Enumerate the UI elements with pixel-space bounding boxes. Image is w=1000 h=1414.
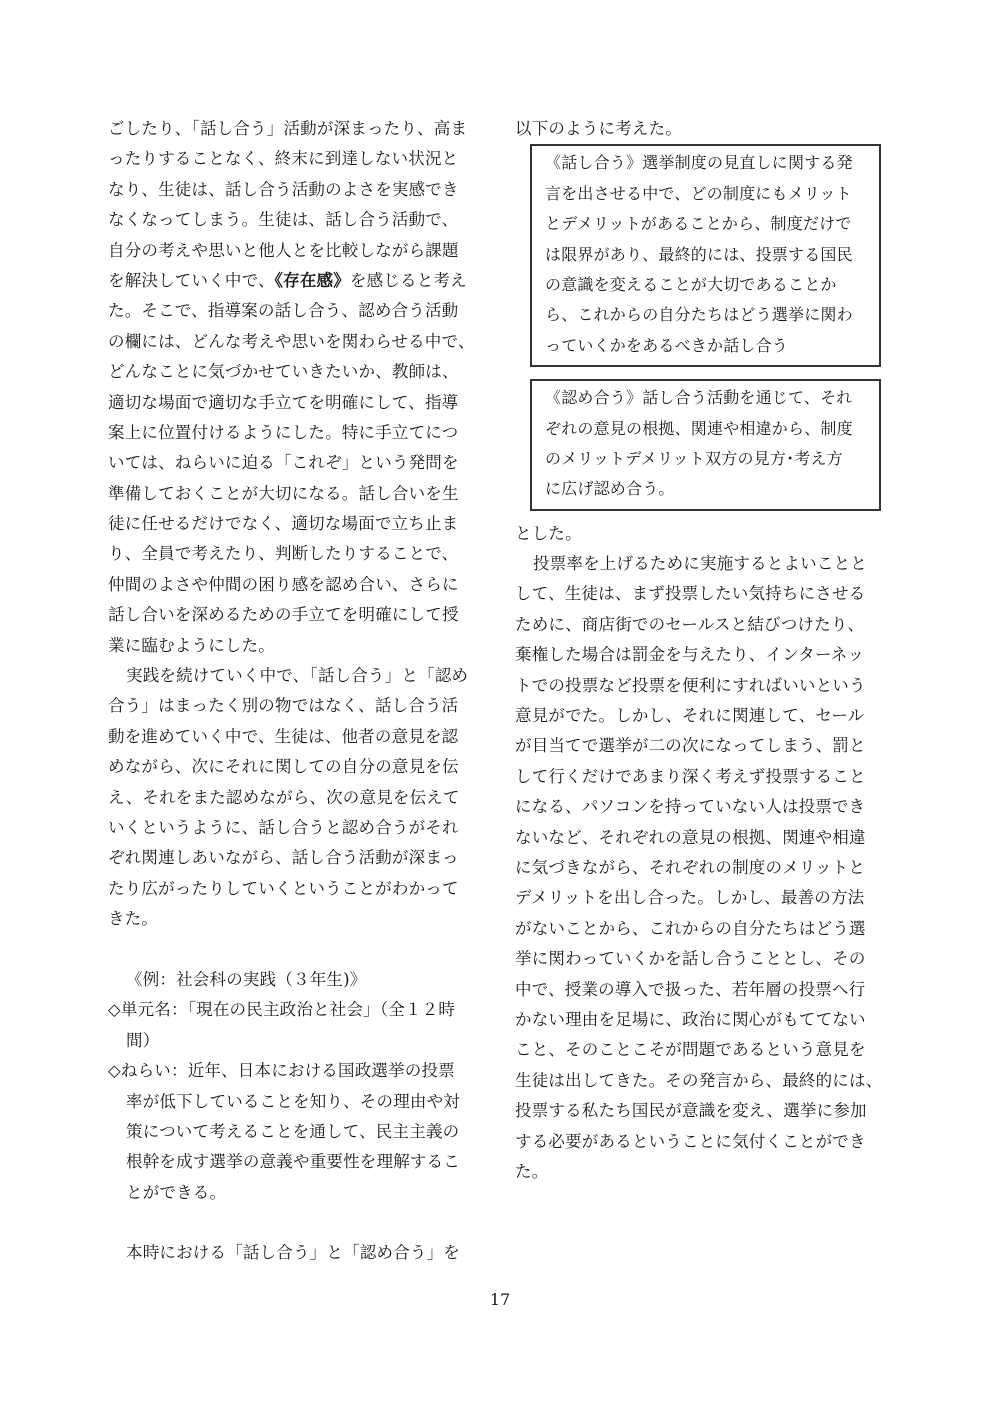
text-line: トでの投票など投票を便利にすればいいという <box>515 675 866 695</box>
text-line: 業に臨むようにした。 <box>108 635 275 655</box>
emphasis-keyword: 《存在感》 <box>274 270 350 290</box>
text-line: 根幹を成す選挙の意義や重要性を理解するこ <box>126 1152 460 1172</box>
text-line: 投票する私たち国民が意識を変え、選挙に参加 <box>515 1101 867 1121</box>
text-segment: を解決していく中で、 <box>108 270 275 290</box>
text-line: 以下のように考えた。 <box>515 119 682 138</box>
text-line: り、全員で考えたり、判断したりすることで、 <box>108 544 459 564</box>
spacer <box>108 1208 482 1238</box>
text-line: になる、パソコンを持っていない人は投票でき <box>515 797 866 817</box>
right-column <box>515 114 889 1187</box>
text-line: して、生徒は、まず投票したい気持ちにさせる <box>515 584 866 604</box>
text-line: ぞれの意見の根拠、関連や相違から、制度 <box>545 418 853 438</box>
text-line: 策について考えることを通して、民主主義の <box>126 1121 460 1141</box>
paragraph-3 <box>515 549 889 1187</box>
text-line: いくというように、話し合うと認め合うがそれ <box>108 817 459 837</box>
text-line: なり、生徒は、話し合う活動のよさを実感でき <box>108 179 459 199</box>
text-line: え、それをまた認めながら、次の意見を伝えて <box>108 787 460 807</box>
text-line: 言を出させる中で、どの制度にもメリット <box>545 183 852 203</box>
text-line: たり広がったりしていくということがわかって <box>108 878 459 898</box>
text-line: ◇単元名：「現在の民主政治と社会」（全１２時 <box>108 1000 456 1020</box>
text-line: ら、これからの自分たちはどう選挙に関わ <box>545 305 853 325</box>
text-line: 徒に任せるだけでなく、適切な場面で立ち止ま <box>108 514 459 534</box>
text-line: た。そこで、指導案の話し合う、認め合う活動 <box>108 301 459 321</box>
text-line: の欄には、どんな考えや思いを関わらせる中で、 <box>108 331 475 351</box>
text-line: ごしたり、「話し合う」活動が深まったり、高ま <box>108 119 468 138</box>
text-line: ったりすることなく、終末に到達しない状況と <box>108 149 459 169</box>
text-line: 準備しておくことが大切になる。話し合いを生 <box>108 483 459 503</box>
text-line: 棄権した場合は罰金を与えたり、インターネッ <box>515 645 865 665</box>
text-line: 実践を続けていく中で、「話し合う」と「認め <box>126 666 469 686</box>
page-number: 17 <box>489 1290 511 1309</box>
example-heading: 《例：社会科の実践（３年生)》 <box>126 969 367 989</box>
text-line: とデメリットがあることから、制度だけで <box>545 214 852 234</box>
text-line: 合う」はまったく別の物ではなく、話し合う活 <box>108 696 459 716</box>
text-line: に気づきながら、それぞれの制度のメリットと <box>515 857 866 877</box>
text-line: ないなど、それぞれの意見の根拠、関連や相違 <box>515 827 866 847</box>
paragraph-1 <box>108 114 482 661</box>
text-line: 生徒は出してきた。その発言から、最終的には、 <box>515 1070 883 1090</box>
text-line: 本時における「話し合う」と「認め合う」を <box>126 1243 460 1263</box>
text-line: 率が低下していることを知り、その理由や対 <box>126 1091 460 1111</box>
text-line: ぞれ関連しあいながら、話し合う活動が深まっ <box>108 848 459 868</box>
text-line: っていくかをあるべきか話し合う <box>545 335 789 355</box>
left-column <box>108 114 482 1269</box>
text-line: デメリットを出し合った。しかし、最善の方法 <box>515 888 865 908</box>
text-line: 意見がでた。しかし、それに関連して、セール <box>515 706 865 726</box>
text-line: ◇ねらい：近年、日本における国政選挙の投票 <box>108 1061 455 1081</box>
text-line: 動を進めていく中で、生徒は、他者の意見を認 <box>108 726 459 746</box>
text-line: とができる。 <box>126 1182 227 1202</box>
text-line: に広げ認め合う。 <box>545 479 675 499</box>
text-line: 投票率を上げるために実施するとよいことと <box>533 554 867 574</box>
text-line: なくなってしまう。生徒は、話し合う活動で、 <box>108 210 459 230</box>
spacer <box>108 935 482 965</box>
text-line: のメリットデメリット双方の見方･考え方 <box>545 448 843 468</box>
text-line: がないことから、これからの自分たちはどう選 <box>515 918 866 938</box>
text-segment: を感じると考え <box>349 270 467 290</box>
text-line: して行くだけであまり深く考えず投票すること <box>515 766 866 786</box>
text-line: 《認め合う》話し合う活動を通じて、それ <box>545 388 853 408</box>
boxed-note-discuss <box>530 144 881 367</box>
lesson-aim <box>108 1056 482 1208</box>
text-line: こと、そのことこそが問題であるという意見を <box>515 1040 866 1060</box>
text-line: どんなことに気づかせていきたいか、教師は、 <box>108 362 459 382</box>
text-line: いては、ねらいに迫る「これぞ」という発問を <box>108 453 459 473</box>
text-line: 適切な場面で適切な手立てを明確にして、指導 <box>108 392 459 412</box>
text-line: 自分の考えや思いと他人とを比較しながら課題 <box>108 240 459 260</box>
text-line: する必要があるということに気付くことができ <box>515 1131 866 1151</box>
boxed-note-acknowledge <box>530 379 881 511</box>
text-line: ために、商店街でのセールスと結びつけたり、 <box>515 614 865 634</box>
text-line: 中で、授業の導入で扱った、若年層の投票へ行 <box>515 979 866 999</box>
text-line: 仲間のよさや仲間の困り感を認め合い、さらに <box>108 574 459 594</box>
text-line <box>108 266 482 296</box>
text-line: 間） <box>126 1030 160 1050</box>
text-line: めながら、次にそれに関しての自分の意見を伝 <box>108 757 459 777</box>
text-line: かない理由を足場に、政治に関心がもててない <box>515 1009 866 1029</box>
text-line: は限界があり、最終的には、投票する国民 <box>545 244 853 264</box>
unit-name <box>108 995 482 1056</box>
text-line: の意識を変えることが大切であることか <box>545 274 837 294</box>
text-line: とした。 <box>515 523 582 543</box>
text-line: 話し合いを深めるための手立てを明確にして授 <box>108 605 459 625</box>
text-line: 案上に位置付けるようにした。特に手立てにつ <box>108 422 459 442</box>
text-line: が目当てで選挙が二の次になってしまう、罰と <box>515 736 866 756</box>
paragraph-2 <box>108 661 482 935</box>
text-line: きた。 <box>108 909 159 929</box>
text-line: 《話し合う》選挙制度の見直しに関する発 <box>545 153 853 173</box>
text-line: た。 <box>515 1161 549 1181</box>
text-line: 挙に関わっていくかを話し合うこととし、その <box>515 949 866 969</box>
